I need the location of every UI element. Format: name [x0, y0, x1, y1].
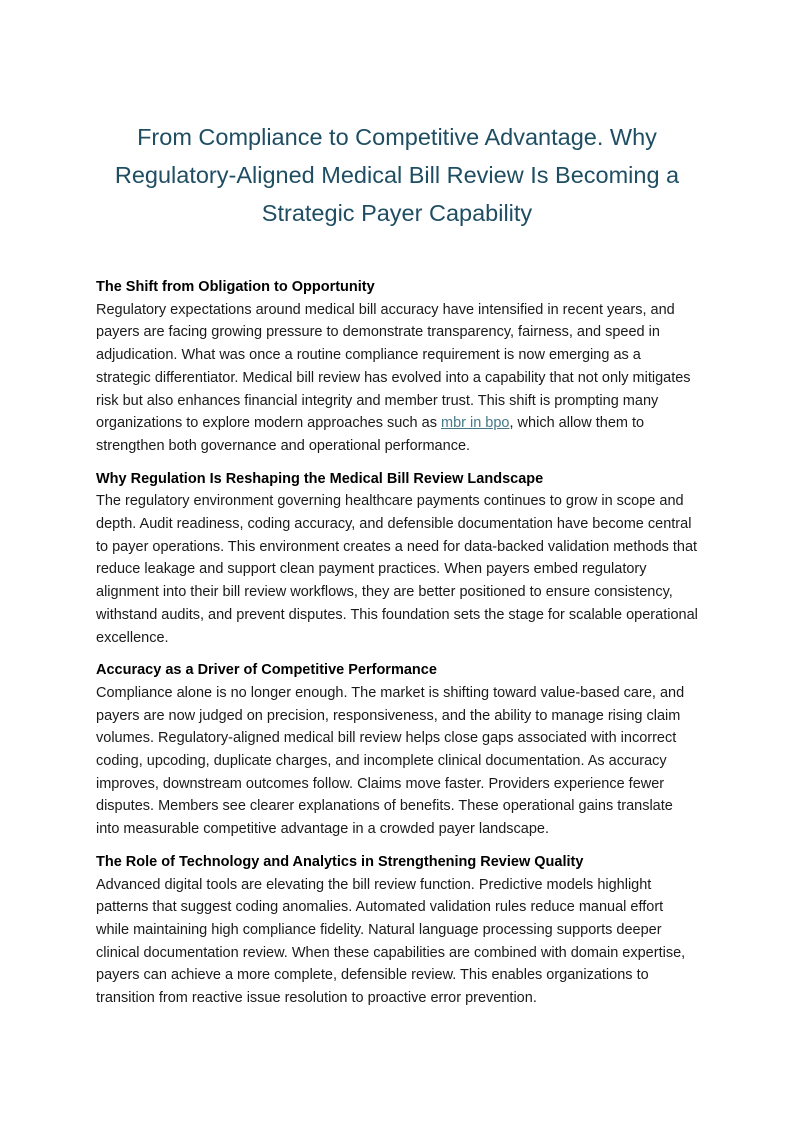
- section-technology-analytics: [96, 851, 698, 1010]
- section-body: The regulatory environment governing healthcare payments continues to grow in scope and depth. Audit readiness, coding accuracy, and defensible documentation have become central to payer operations. This environment creates a need for data-backed validation methods that reduce leakage and support clean payment practices. When payers embed regulatory alignment into their bill review workflows, they are better positioned to ensure consistency, withstand audits, and prevent disputes. This foundation sets the stage for scalable operational excellence.: [96, 493, 698, 646]
- section-shift-obligation-opportunity: [96, 276, 698, 458]
- section-heading: Accuracy as a Driver of Competitive Performance: [96, 662, 437, 679]
- section-heading: The Shift from Obligation to Opportunity: [96, 279, 375, 295]
- mbr-in-bpo-link[interactable]: mbr in bpo: [440, 415, 510, 432]
- section-body: Advanced digital tools are elevating the bill review function. Predictive models highlight patterns that suggest coding anomalies. Automated validation rules reduce manual effort while maintaining high compliance fidelity. Natural language processing supports deeper clinical documentation review. When these capabilities are combined with domain expertise, payers can achieve a more complete, defensible review. This enables organizations to transition from reactive issue resolution to proactive error prevention.: [96, 876, 686, 1007]
- section-body-text: , which allow them to strengthen both governance and operational performance.: [96, 415, 645, 454]
- section-body: Compliance alone is no longer enough. The market is shifting toward value-based care, and payers are now judged on precision, responsiveness, and the ability to manage rising claim volumes. Regulatory-aligned medical bill review helps close gaps associated with incorrect coding, upcoding, duplicate charges, and incomplete clinical documentation. As accuracy improves, downstream outcomes follow. Claims move faster. Providers experience fewer disputes. Members see clearer explanations of benefits. These operational gains translate into measurable competitive advantage in a crowded payer landscape.: [96, 684, 685, 838]
- section-body: [96, 299, 698, 458]
- section-accuracy-competitive: [96, 659, 698, 841]
- section-body-text: Regulatory expectations around medical bill accuracy have intensified in recent years, and payers are facing growing pressure to demonstrate transparency, fairness, and speed in adjudication. What was once a routine compliance requirement is now emerging as a strategic differentiator. Medical bill review has evolved into a capability that not only mitigates risk but also enhances financial integrity and member trust. This shift is prompting many organizations to explore modern approaches such as: [96, 301, 691, 432]
- document-title: From Compliance to Competitive Advantage. Why Regulatory-Aligned Medical Bill Review Is Becoming a Strategic Payer Capability: [114, 124, 680, 226]
- section-heading: Why Regulation Is Reshaping the Medical Bill Review Landscape: [96, 470, 544, 487]
- document-sections: [96, 276, 698, 1010]
- section-heading: The Role of Technology and Analytics in Strengthening Review Quality: [96, 853, 584, 870]
- section-regulation-reshaping: [96, 468, 698, 650]
